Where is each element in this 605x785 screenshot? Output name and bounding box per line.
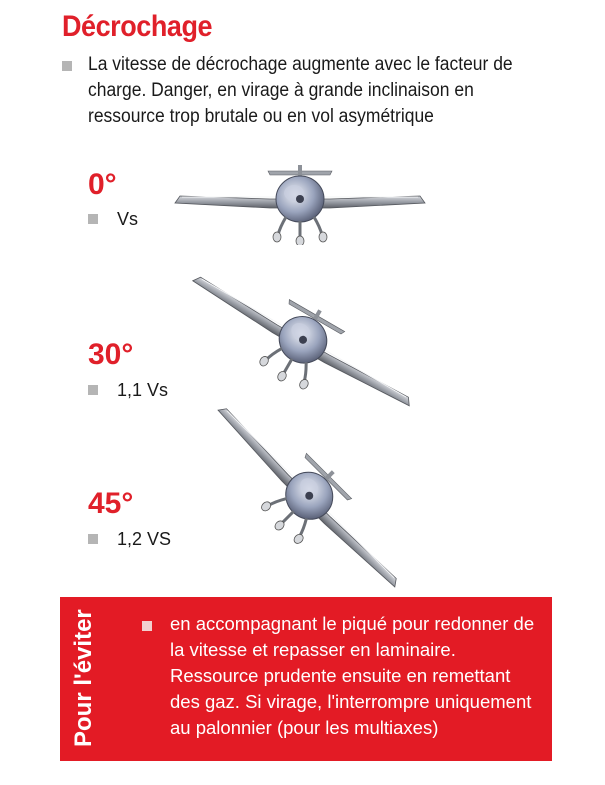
bullet-square-icon [88,534,98,544]
tip-text: en accompagnant le piqué pour redonner de la vitesse et repasser en laminaire. Ressource prudente ensuite en remettant des gaz. Si virage, l'interrompre uniquement au palonnier (pour les multiaxes) [170,613,535,738]
tip-paragraph [142,611,542,741]
bullet-square-icon [88,214,98,224]
airplane-45-bank-illustration [200,405,415,595]
tip-heading: Pour l'éviter [70,609,97,747]
tip-box [60,597,552,761]
angle-label-45: 45° [88,487,134,520]
bullet-square-icon [142,621,152,631]
angle-label-0: 0° [88,168,117,201]
angle-label-30: 30° [88,338,134,371]
speed-value-30: 1,1 Vs [117,380,169,400]
speed-value-45: 1,2 VS [117,529,172,549]
airplane-level-illustration [170,165,430,245]
speed-row-45 [88,529,171,550]
airplane-30-bank-illustration [180,275,430,420]
speed-row-0 [88,209,138,230]
speed-value-0: Vs [117,209,139,229]
speed-row-30 [88,380,168,401]
bullet-square-icon [62,61,72,71]
intro-text: La vitesse de décrochage augmente avec le facteur de charge. Danger, en virage à grande inclinaison en ressource trop brutale ou en vol asymétrique [88,54,513,127]
bullet-square-icon [88,385,98,395]
intro-paragraph [62,52,542,130]
page-title: Décrochage [62,10,213,43]
